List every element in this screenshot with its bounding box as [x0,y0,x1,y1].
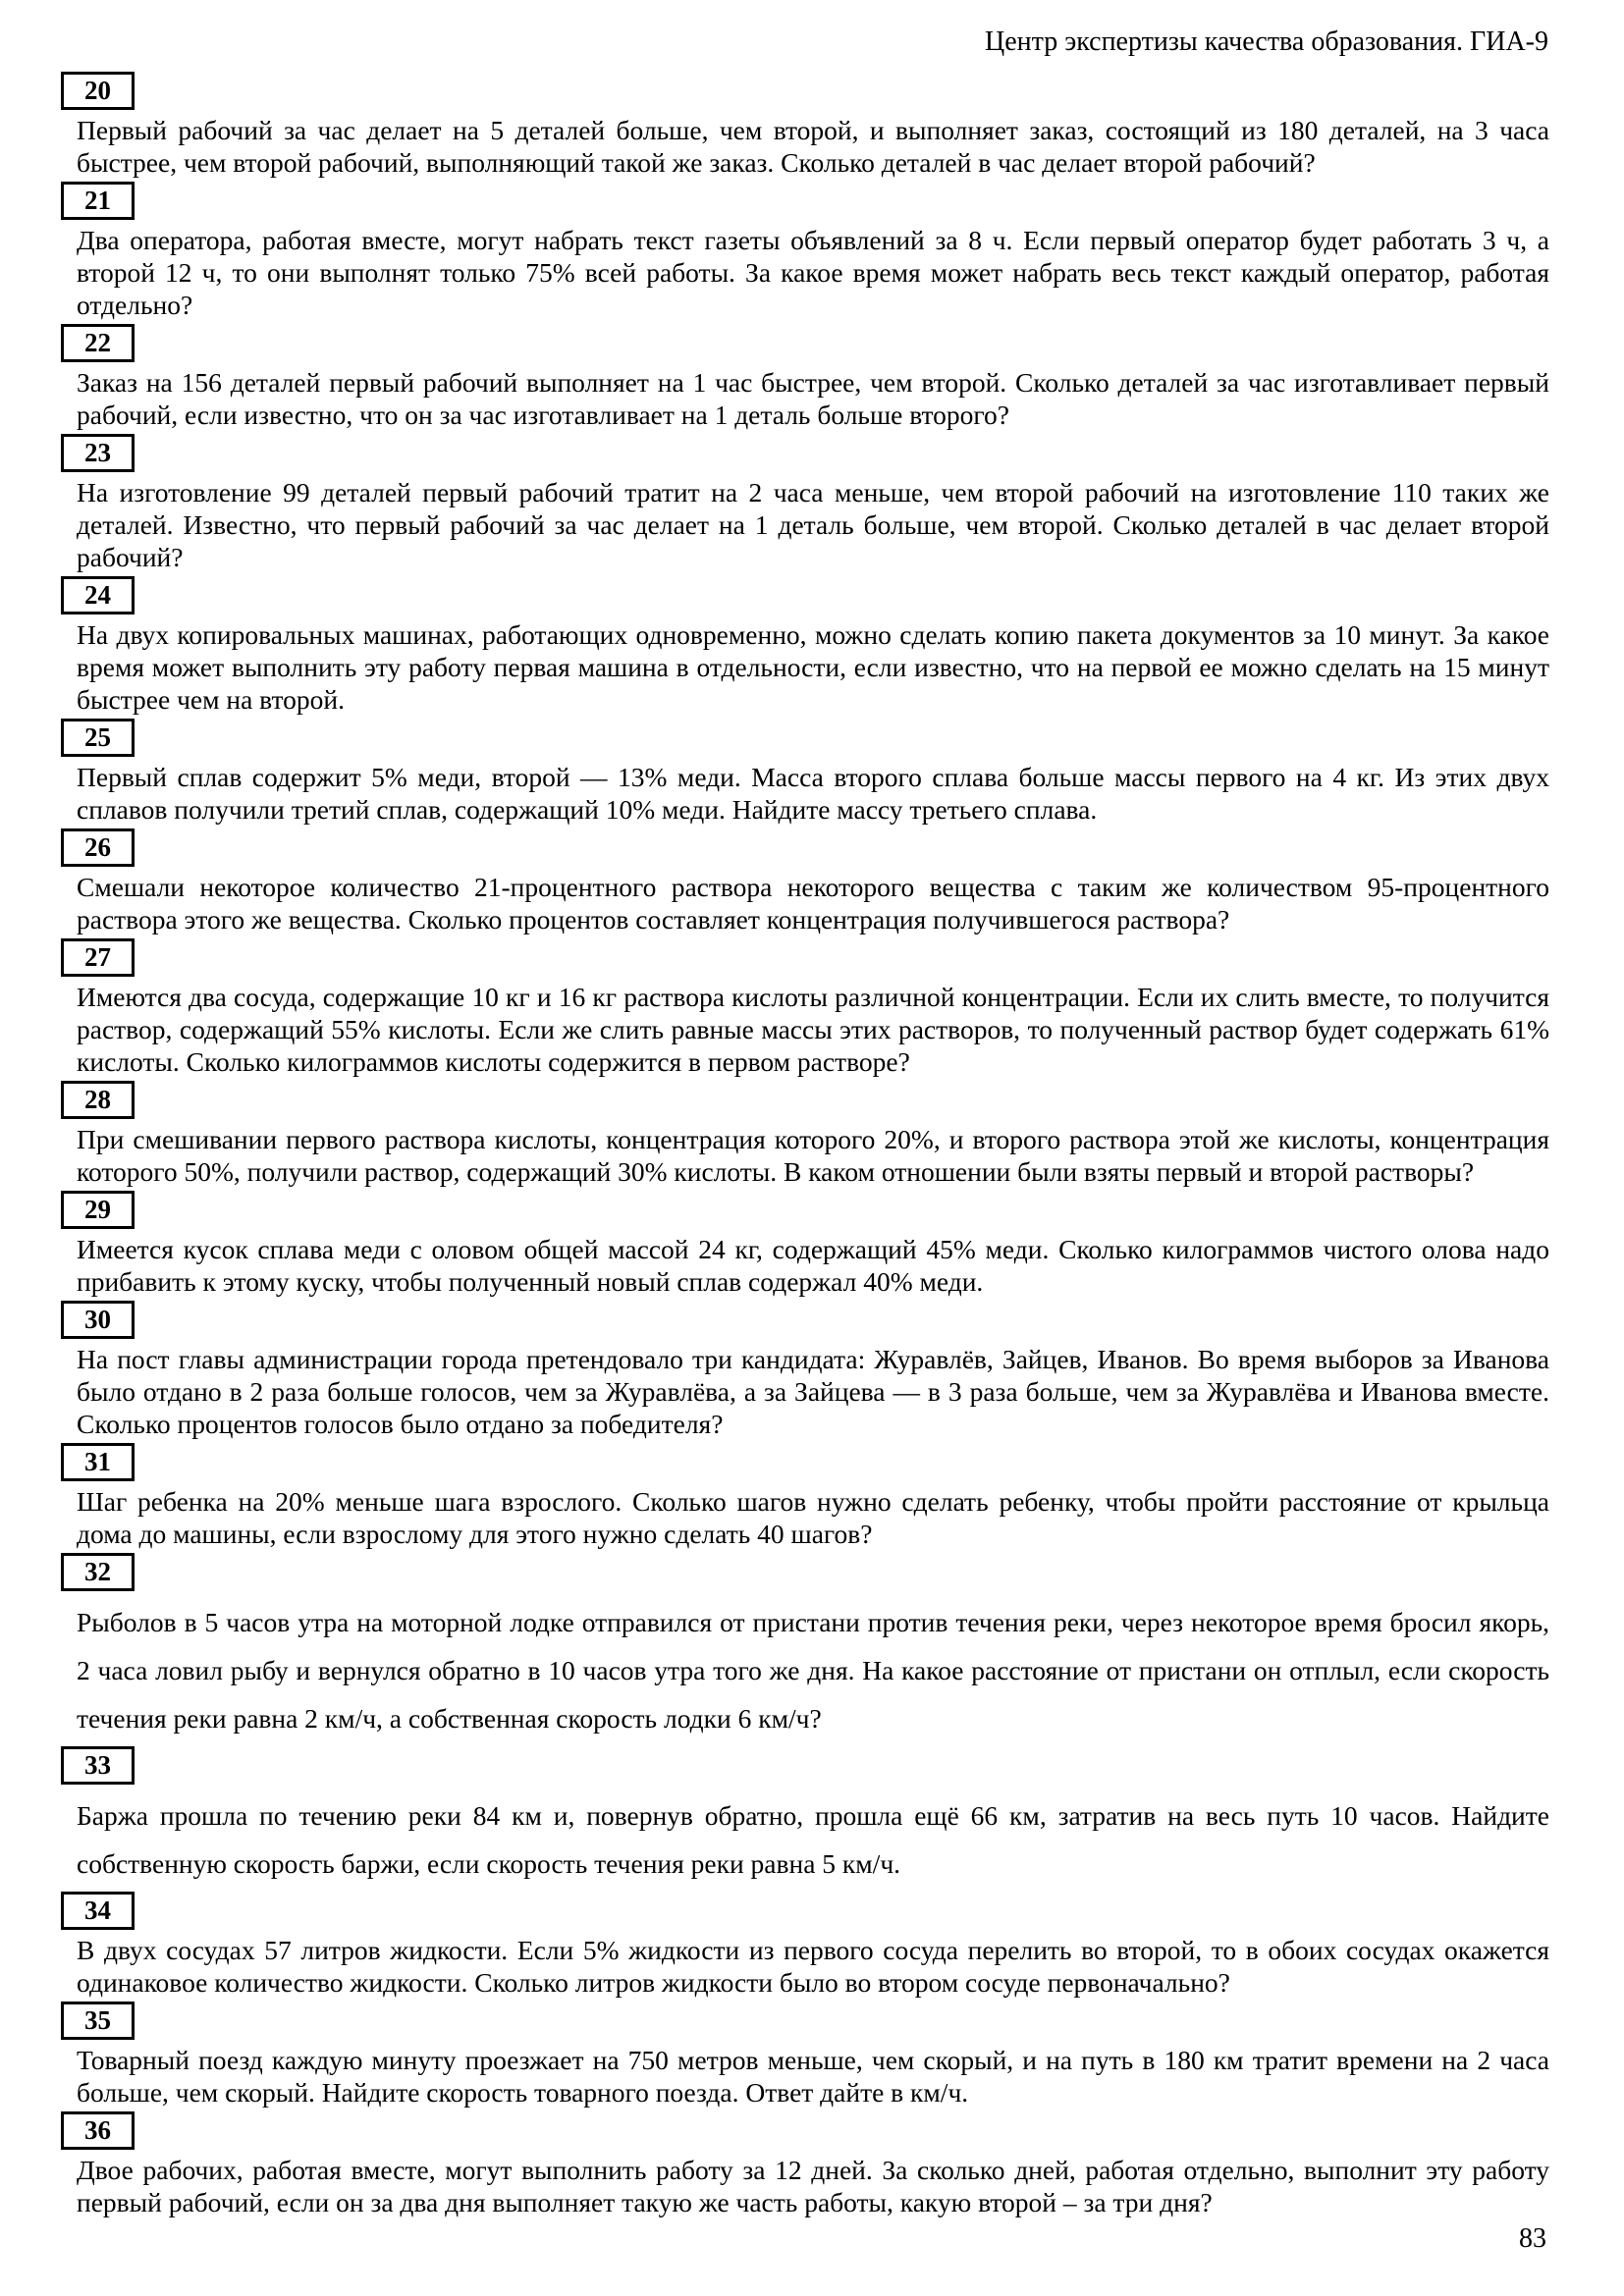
page-number: 83 [1519,2223,1546,2254]
problem-text: На пост главы администрации города претендовало три кандидата: Журавлёв, Зайцев, Иванов. Во время выборов за Иванова было отдано в 2 раза больше голосов, чем за Журавлёва, а за Зайцева — в 3 раза больше, чем за Журавлёва и Иванова вместе. Сколько процентов голосов было отдано за победителя? [77,1344,1549,1439]
problem-29 [61,1191,1549,1298]
problem-number-box [61,324,135,362]
problem-text: Рыболов в 5 часов утра на моторной лодке отправился от пристани против течения реки, через некоторое время бросил якорь, 2 часа ловил рыбу и вернулся обратно в 10 часов утра того же дня. На какое расстояние от пристани он отплыл, если скорость течения реки равна 2 км/ч, а собственная скорость лодки 6 км/ч? [77,1607,1549,1734]
problem-number-box [61,719,135,757]
problem-number-box [61,938,135,977]
problem-32 [61,1553,1549,1743]
problem-number: 27 [84,942,111,972]
problem-33 [61,1746,1549,1889]
problem-24 [61,576,1549,716]
problem-number: 32 [84,1557,111,1586]
problem-number-box [61,2002,135,2040]
problem-text: Первый рабочий за час делает на 5 деталей больше, чем второй, и выполняет заказ, состоящий из 180 деталей, на 3 часа быстрее, чем второй рабочий, выполняющий такой же заказ. Сколько деталей в час делает второй рабочий? [77,115,1549,178]
problem-28 [61,1081,1549,1188]
problem-text: Двое рабочих, работая вместе, могут выполнить работу за 12 дней. За сколько дней, работая отдельно, выполнит эту работу первый рабочий, если он за два дня выполняет такую же часть работы, какую второй – за три дня? [77,2154,1549,2217]
problem-number: 28 [84,1085,111,1114]
problem-number: 20 [84,76,111,105]
problem-text: Имеется кусок сплава меди с оловом общей массой 24 кг, содержащий 45% меди. Сколько килограммов чистого олова надо прибавить к этому куску, чтобы полученный новый сплав содержал 40% меди. [77,1234,1549,1297]
problem-number: 21 [84,186,111,215]
problem-text: Заказ на 156 деталей первый рабочий выполняет на 1 час быстрее, чем второй. Сколько деталей за час изготавливает первый рабочий, если известно, что он за час изготавливает на 1 деталь больше второго? [77,367,1549,430]
page-header: Центр экспертизы качества образования. ГИА-9 [985,27,1548,57]
problem-34 [61,1892,1549,1999]
problems-list [61,69,1549,2220]
problem-number-box [61,828,135,867]
problem-text: При смешивании первого раствора кислоты, концентрация которого 20%, и второго раствора этой же кислоты, концентрация которого 50%, получили раствор, содержащий 30% кислоты. В каком отношении были взяты первый и второй растворы? [77,1124,1549,1187]
problem-number: 35 [84,2004,111,2035]
problem-21 [61,182,1549,321]
problem-number: 22 [84,328,111,357]
problem-number-box [61,1553,135,1591]
problem-25 [61,719,1549,826]
problem-number-box [61,1443,135,1481]
problem-number-box [61,2111,135,2150]
problem-22 [61,324,1549,431]
problem-number: 33 [84,1749,111,1780]
problem-number-box [61,72,135,110]
problem-number-box [61,1746,135,1785]
problem-text: На изготовление 99 деталей первый рабочий тратит на 2 часа меньше, чем второй рабочий на изготовление 110 таких же деталей. Известно, что первый рабочий за час делает на 1 деталь больше, чем второй. Сколько деталей в час делает второй рабочий? [77,477,1549,572]
problem-number: 25 [84,722,111,752]
problem-26 [61,828,1549,935]
problem-number-box [61,1301,135,1339]
problem-number-box [61,1081,135,1119]
problem-number: 34 [84,1895,111,1925]
problem-text: Шаг ребенка на 20% меньше шага взрослого. Сколько шагов нужно сделать ребенку, чтобы пройти расстояние от крыльца дома до машины, если взрослому для этого нужно сделать 40 шагов? [77,1486,1549,1549]
problem-27 [61,938,1549,1078]
problem-text: Два оператора, работая вместе, могут набрать текст газеты объявлений за 8 ч. Если первый оператор будет работать 3 ч, а второй 12 ч, то они выполнят только 75% всей работы. За какое время может набрать весь текст каждый оператор, работая отдельно? [77,225,1549,320]
problem-text: Первый сплав содержит 5% меди, второй — 13% меди. Масса второго сплава больше массы первого на 4 кг. Из этих двух сплавов получили третий сплав, содержащий 10% меди. Найдите массу третьего сплава. [77,762,1549,825]
problem-number-box [61,1892,135,1930]
problem-35 [61,2002,1549,2109]
problem-number: 23 [84,438,111,467]
problem-text: На двух копировальных машинах, работающих одновременно, можно сделать копию пакета документов за 10 минут. За какое время может выполнить эту работу первая машина в отдельности, если известно, что на первой ее можно сделать на 15 минут быстрее чем на второй. [77,619,1549,715]
problem-31 [61,1443,1549,1550]
problem-30 [61,1301,1549,1440]
problem-number-box [61,576,135,614]
problem-number: 30 [84,1305,111,1334]
problem-number-box [61,182,135,220]
problem-number: 26 [84,832,111,862]
problem-number-box [61,434,135,472]
problem-number: 24 [84,580,111,610]
problem-text: Товарный поезд каждую минуту проезжает на 750 метров меньше, чем скорый, и на путь в 180 км тратит времени на 2 часа больше, чем скорый. Найдите скорость товарного поезда. Ответ дайте в км/ч. [77,2044,1549,2108]
problem-number: 29 [84,1195,111,1224]
problem-text: Баржа прошла по течению реки 84 км и, повернув обратно, прошла ещё 66 км, затратив на весь путь 10 часов. Найдите собственную скорость баржи, если скорость течения реки равна 5 км/ч. [77,1799,1549,1879]
problem-text: В двух сосудах 57 литров жидкости. Если 5% жидкости из первого сосуда перелить во второй, то в обоих сосудах окажется одинаковое количество жидкости. Сколько литров жидкости было во втором сосуде первоначально? [77,1934,1549,1998]
problem-23 [61,434,1549,573]
problem-36 [61,2111,1549,2218]
problem-number: 31 [84,1447,111,1476]
problem-text: Имеются два сосуда, содержащие 10 кг и 16 кг раствора кислоты различной концентрации. Если их слить вместе, то получится раствор, содержащий 55% кислоты. Если же слить равные массы этих растворов, то полученный раствор будет содержать 61% кислоты. Сколько килограммов кислоты содержится в первом растворе? [77,982,1549,1077]
problem-number: 36 [84,2114,111,2145]
problem-20 [61,72,1549,179]
problem-text: Смешали некоторое количество 21-процентного раствора некоторого вещества с таким же количеством 95-процентного раствора этого же вещества. Сколько процентов составляет концентрация получившегося раствора? [77,872,1549,934]
problem-number-box [61,1191,135,1229]
